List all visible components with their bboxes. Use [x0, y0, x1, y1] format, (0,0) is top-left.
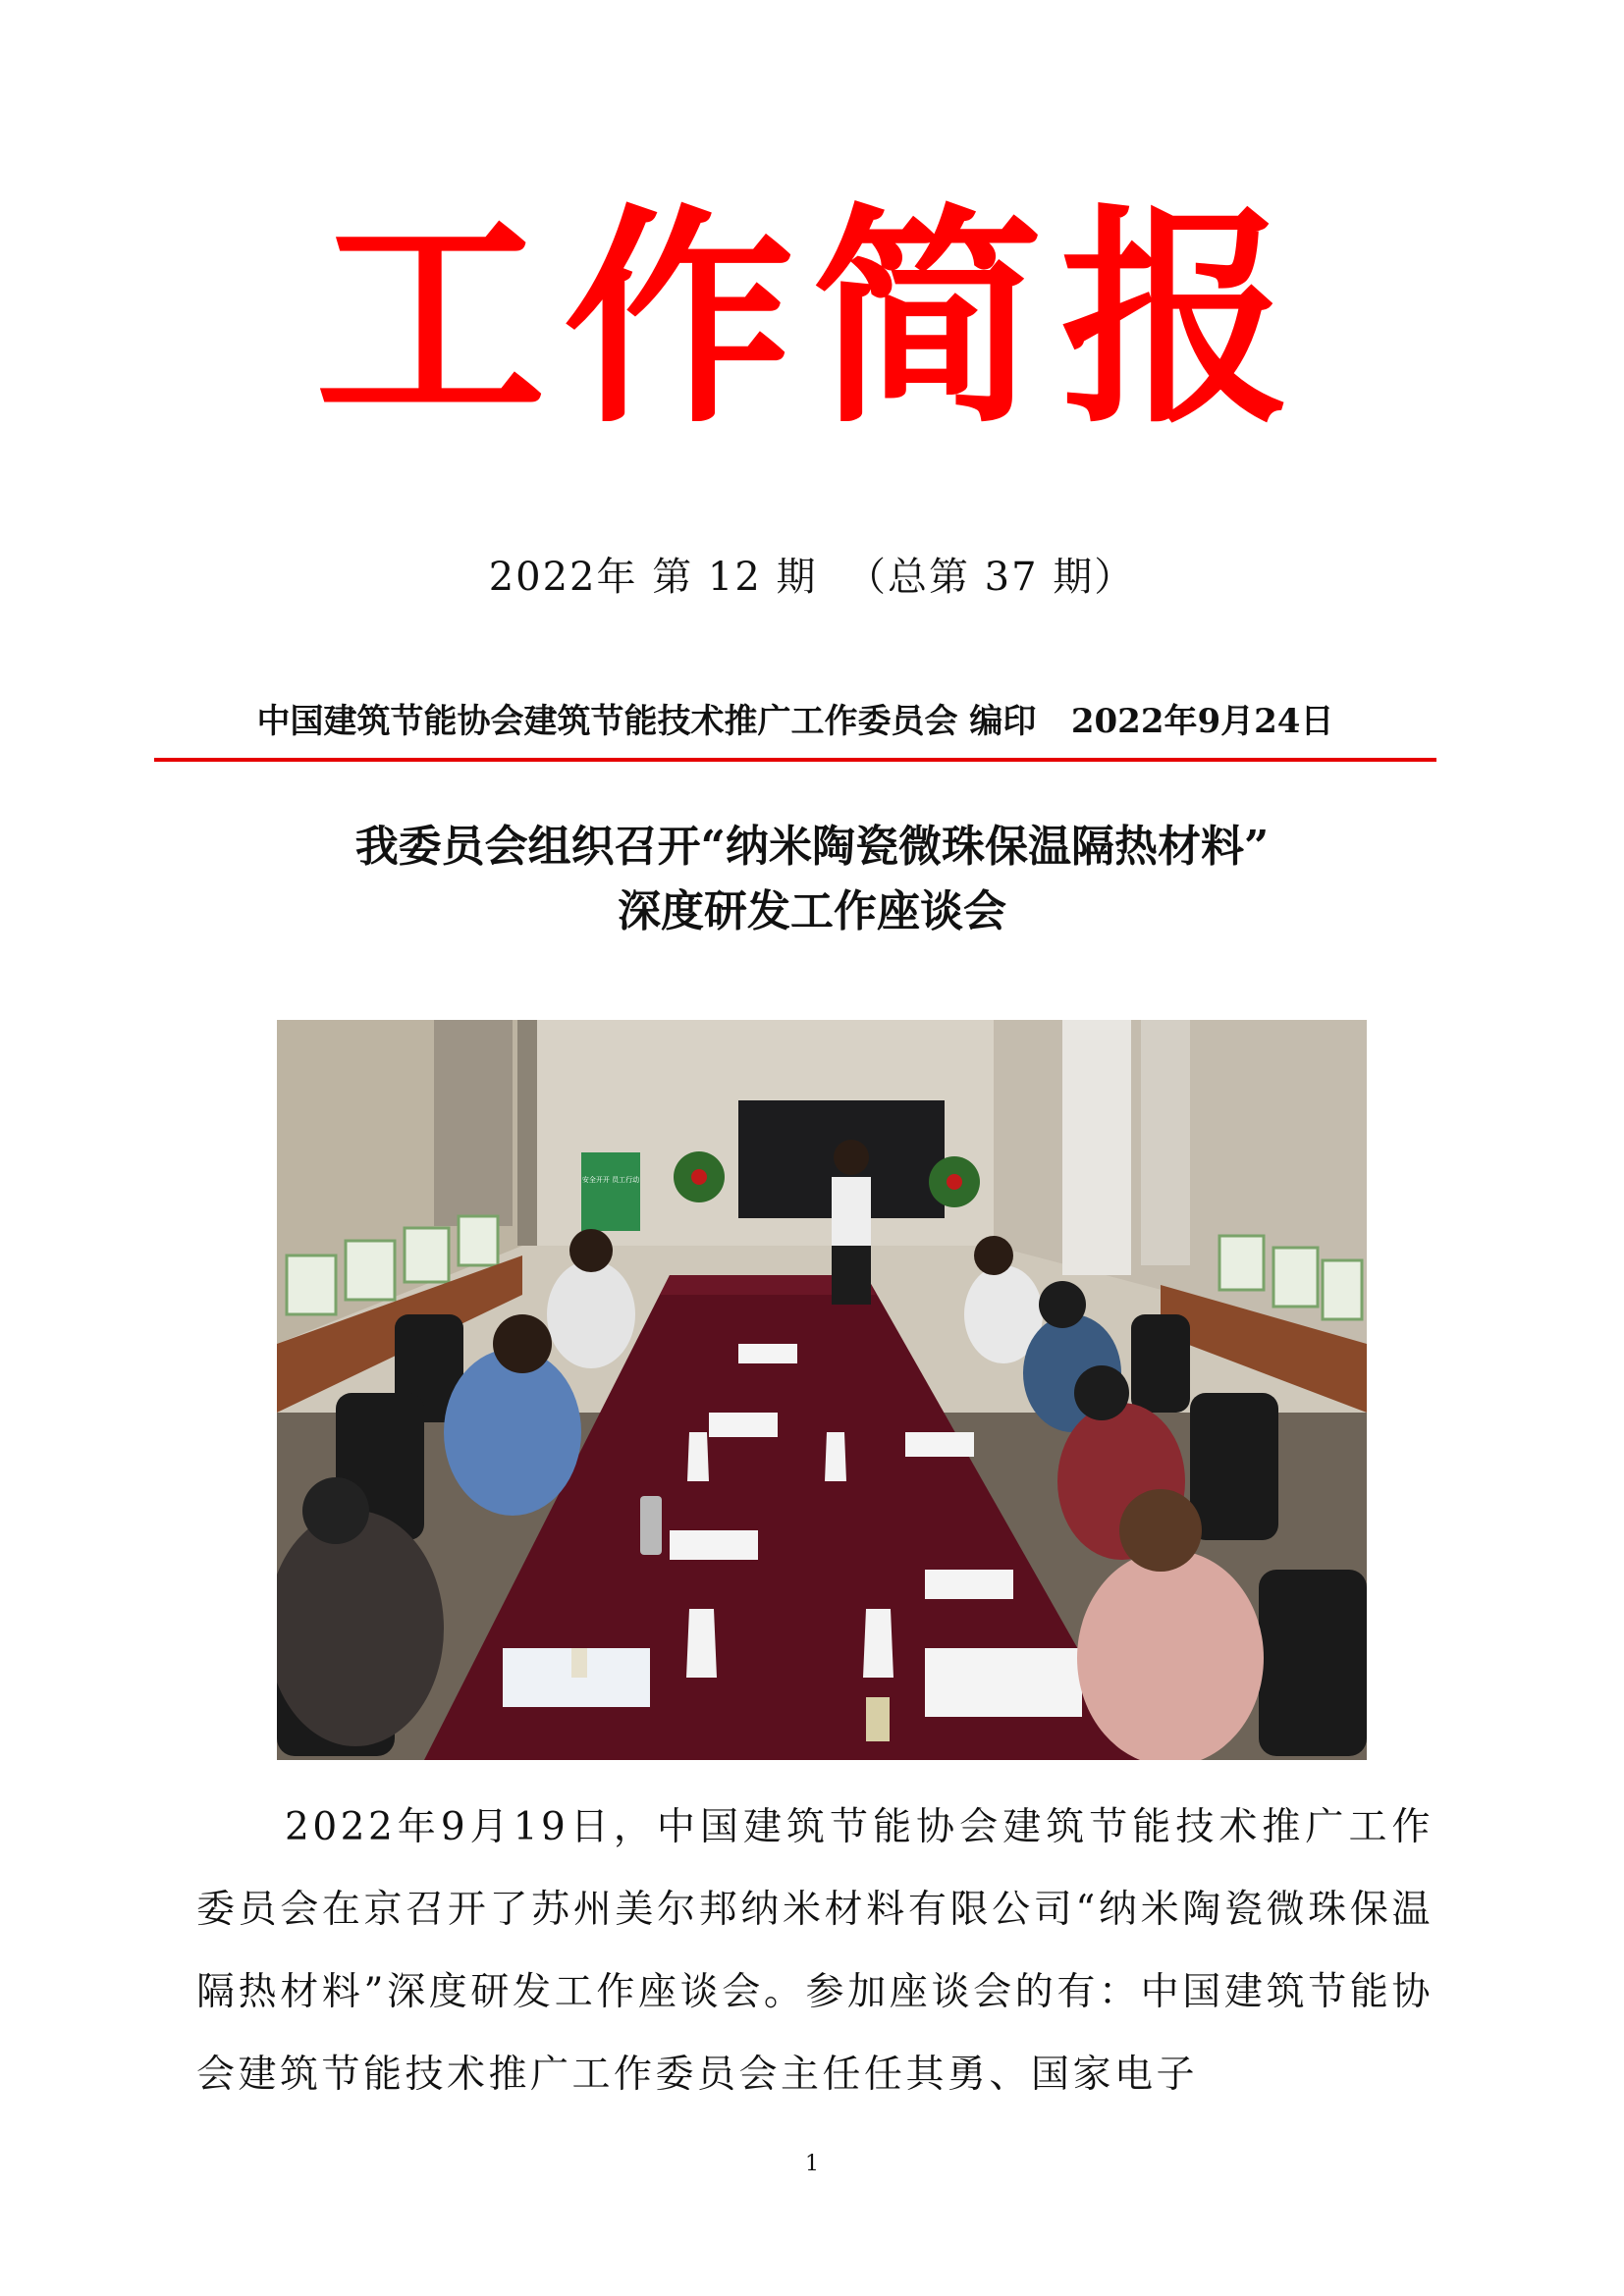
page-number: 1 — [805, 2152, 819, 2176]
header-red-rule — [154, 758, 1436, 762]
headline-line-2: 深度研发工作座谈会 — [618, 886, 1006, 936]
issue-number-line: 2022年 第 12 期 （总第 37 期） — [488, 555, 1136, 600]
wall-sign-text: 安全开开 员工行动 — [581, 1176, 640, 1184]
publisher-line: 中国建筑节能协会建筑节能技术推广工作委员会 编印 2022年9月24日 — [256, 702, 1334, 741]
masthead-title: 工作简报 — [315, 184, 1309, 454]
meeting-photo — [277, 1020, 1367, 1760]
article-headline — [0, 815, 1624, 944]
article-body — [196, 1787, 1434, 2116]
headline-line-1: 我委员会组织召开“纳米陶瓷微珠保温隔热材料” — [354, 822, 1270, 872]
article-paragraph-1: 2022年9月19日，中国建筑节能协会建筑节能技术推广工作委员会在京召开了苏州美尔邦纳米材料有限公司“纳米陶瓷微珠保温隔热材料”深度研发工作座谈会。参加座谈会的有：中国建筑节能协会建筑节能技术推广工作委员会主任任其勇、国家电子 — [196, 1805, 1434, 2097]
